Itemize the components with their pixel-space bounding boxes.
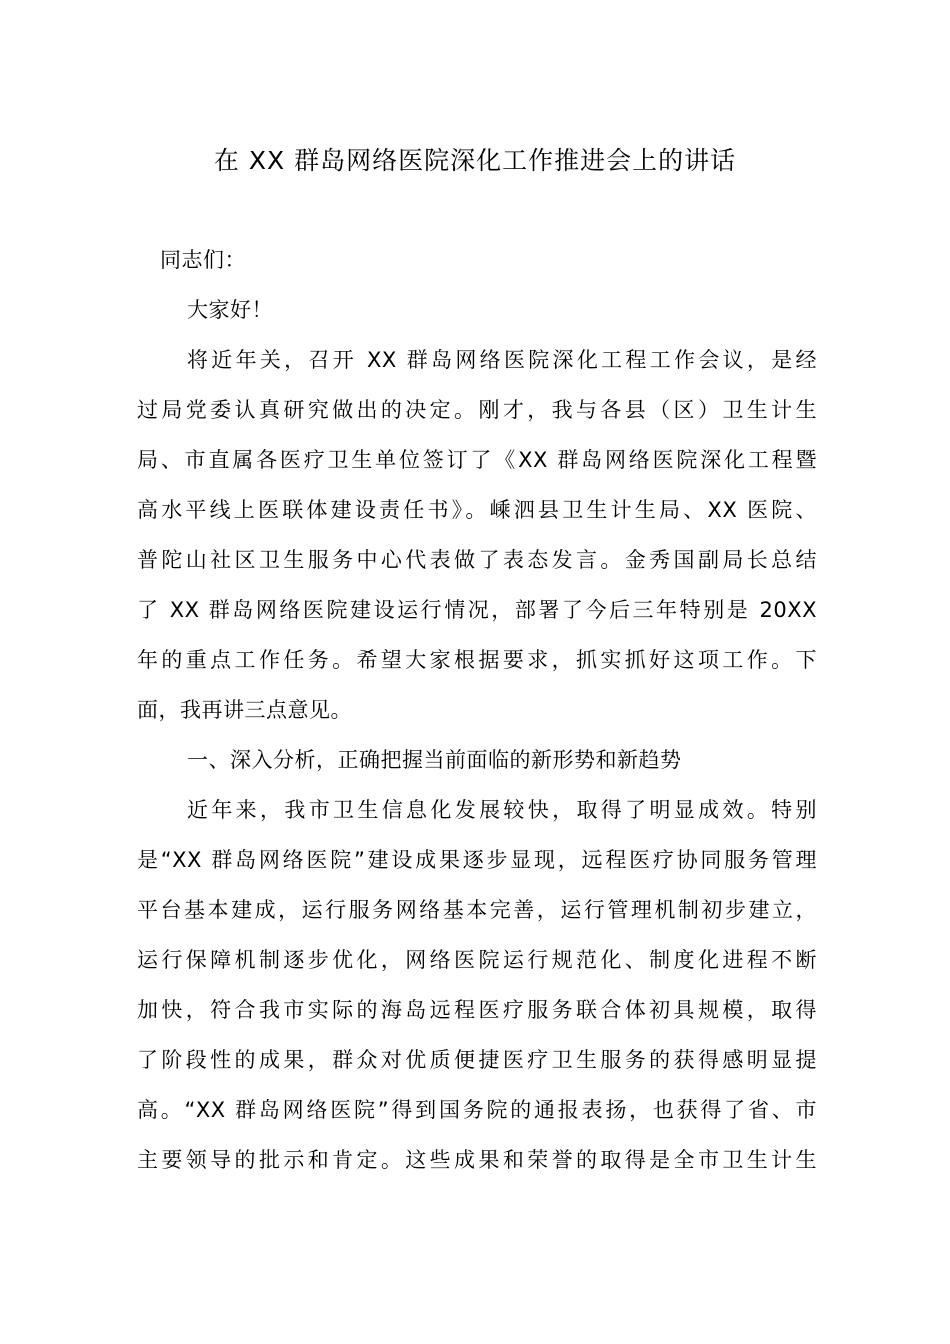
paragraph-line: 普陀山社区卫生服务中心代表做了表态发言。金秀国副局长总结 — [137, 548, 817, 572]
paragraph-line: 是“XX 群岛网络医院”建设成果逐步显现，远程医疗协同服务管理 — [137, 848, 817, 872]
paragraph-line: 局、市直属各医疗卫生单位签订了《XX 群岛网络医院深化工程暨 — [137, 448, 817, 472]
paragraph-line: 了 XX 群岛网络医院建设运行情况，部署了今后三年特别是 20XX — [137, 598, 817, 622]
paragraph-line: 年的重点工作任务。希望大家根据要求，抓实抓好这项工作。下 — [137, 648, 817, 672]
paragraph-line: 平台基本建成，运行服务网络基本完善，运行管理机制初步建立， — [137, 898, 817, 922]
paragraph-line: 运行保障机制逐步优化，网络医院运行规范化、制度化进程不断 — [137, 948, 817, 972]
greeting: 大家好！ — [187, 298, 273, 322]
paragraph-line: 主要领导的批示和肯定。这些成果和荣誉的取得是全市卫生计生 — [137, 1148, 817, 1172]
paragraph-line: 高。“XX 群岛网络医院”得到国务院的通报表扬，也获得了省、市 — [137, 1098, 817, 1122]
document-title: 在 XX 群岛网络医院深化工作推进会上的讲话 — [213, 146, 737, 175]
paragraph-line: 将近年关，召开 XX 群岛网络医院深化工程工作会议，是经 — [187, 348, 817, 372]
salutation: 同志们： — [160, 248, 246, 272]
paragraph-line: 高水平线上医联体建设责任书》。嵊泗县卫生计生局、XX 医院、 — [137, 498, 817, 522]
paragraph-line: 面，我再讲三点意见。 — [137, 698, 352, 722]
paragraph-line: 了阶段性的成果，群众对优质便捷医疗卫生服务的获得感明显提 — [137, 1048, 817, 1072]
paragraph-line: 近年来，我市卫生信息化发展较快，取得了明显成效。特别 — [187, 798, 817, 822]
paragraph-line: 加快，符合我市实际的海岛远程医疗服务联合体初具规模，取得 — [137, 998, 817, 1022]
section-heading: 一、深入分析，正确把握当前面临的新形势和新趋势 — [187, 748, 682, 772]
paragraph-line: 过局党委认真研究做出的决定。刚才，我与各县（区）卫生计生 — [137, 398, 817, 422]
